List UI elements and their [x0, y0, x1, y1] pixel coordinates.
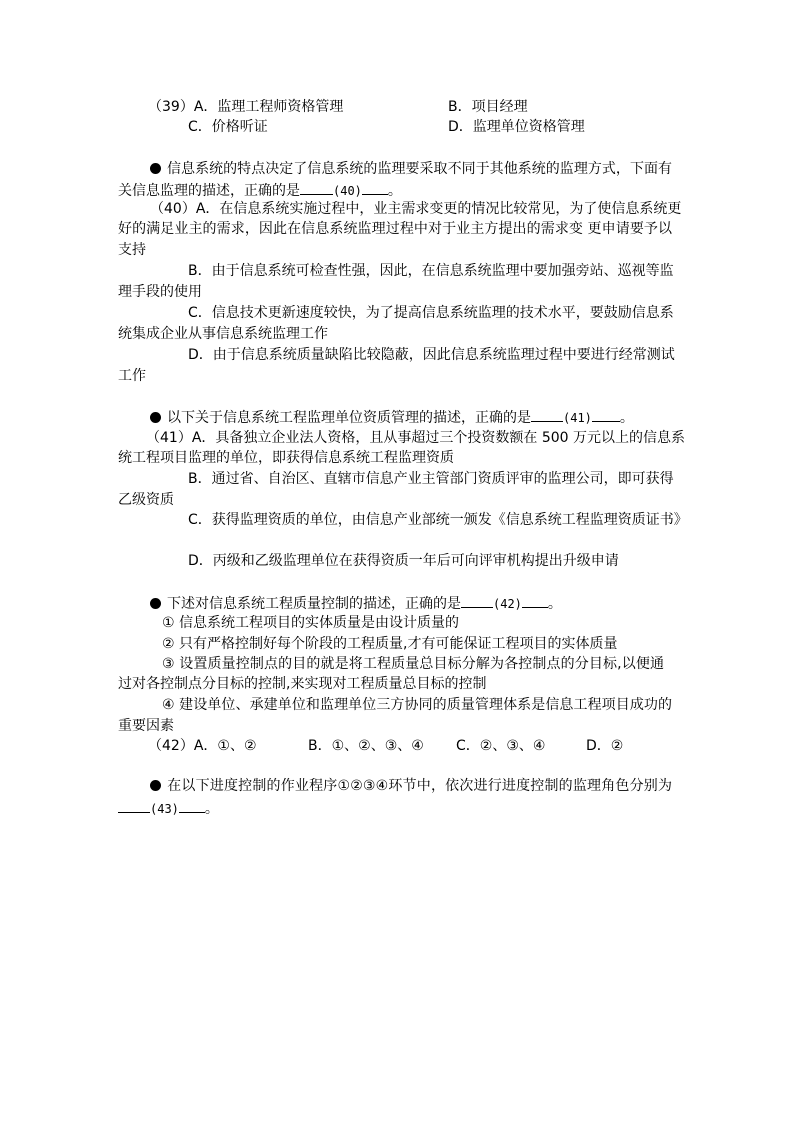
q43-stem-line1: 在以下进度控制的作业程序①②③④环节中，依次进行进度控制的监理角色分别为 [150, 777, 672, 795]
q40-option-a-cont: 支持 [118, 242, 146, 258]
blank-label: (40) [333, 184, 362, 198]
q41-option-b-cont: 乙级资质 [118, 492, 174, 508]
blank-label: (41) [563, 411, 592, 425]
q39-option-a [148, 98, 343, 116]
q39-option-c: C．价格听证 [188, 119, 268, 135]
blank-label: (42) [493, 597, 522, 611]
q41-option-d: D．丙级和乙级监理单位在获得资质一年后可向评审机构提出升级申请 [188, 553, 619, 569]
q42-stem: 下述对信息系统工程质量控制的描述，正确的是 (42) 。 [150, 594, 562, 612]
bullet-icon [150, 598, 161, 609]
q40-stem-line1: 信息系统的特点决定了信息系统的监理要采取不同于其他系统的监理方式，下面有 [150, 160, 672, 178]
answer-blank [300, 181, 333, 195]
q39-option-d: D．监理单位资格管理 [448, 119, 585, 135]
q39-option-b: B．项目经理 [448, 99, 528, 115]
q42-option-b: B．①、②、③、④ [308, 738, 424, 754]
q42-statement-2: ② 只有严格控制好每个阶段的工程质量,才有可能保证工程项目的实体质量 [162, 636, 618, 652]
option-a: A．监理工程师资格管理 [193, 99, 344, 115]
q41-option-c: C．获得监理资质的单位，由信息产业部统一颁发《信息系统工程监理资质证书》 [188, 512, 688, 528]
q42-option-a: （42）A．①、② [148, 738, 257, 754]
answer-blank [592, 408, 620, 422]
q40-option-a: （40）A．在信息系统实施过程中，业主需求变更的情况比较常见，为了使信息系统更 [150, 201, 682, 217]
q42-statement-3-cont: 过对各控制点分目标的控制,来实现对工程质量总目标的控制 [118, 676, 487, 692]
answer-blank [461, 594, 493, 608]
q42-statement-4: ④ 建设单位、承建单位和监理单位三方协同的质量管理体系是信息工程项目成功的 [162, 697, 672, 713]
q40-option-a-cont: 好的满足业主的需求，因此在信息系统监理过程中对于业主方提出的需求变 更申请要予以 [118, 221, 672, 237]
answer-blank [531, 408, 563, 422]
q40-option-c: C．信息技术更新速度较快，为了提高信息系统监理的技术水平，要鼓励信息系 [188, 305, 674, 321]
q40-option-d: D．由于信息系统质量缺陷比较隐蔽，因此信息系统监理过程中要进行经常测试 [188, 347, 675, 363]
answer-blank [522, 594, 548, 608]
q43-stem-line2: (43) 。 [118, 799, 219, 817]
q41-stem: 以下关于信息系统工程监理单位资质管理的描述，正确的是 (41) 。 [150, 408, 634, 426]
q40-option-b: B．由于信息系统可检查性强，因此，在信息系统监理中要加强旁站、巡视等监 [188, 263, 674, 279]
q42-option-c: C．②、③、④ [456, 738, 546, 754]
q41-option-a: （41）A．具备独立企业法人资格，且从事超过三个投资数额在 500 万元以上的信息系 [146, 430, 686, 446]
q42-option-d: D．② [586, 738, 624, 754]
answer-blank [179, 799, 205, 813]
question-number: （39） [148, 99, 194, 115]
blank-label: (43) [150, 802, 179, 816]
q40-option-d-cont: 工作 [118, 368, 146, 384]
answer-blank [118, 799, 150, 813]
q42-statement-4-cont: 重要因素 [118, 718, 174, 734]
q40-option-b-cont: 理手段的使用 [118, 284, 202, 300]
q41-option-b: B．通过省、自治区、直辖市信息产业主管部门资质评审的监理公司，即可获得 [188, 471, 674, 487]
q42-statement-3: ③ 设置质量控制点的目的就是将工程质量总目标分解为各控制点的分目标,以便通 [162, 656, 664, 672]
q40-option-c-cont: 统集成企业从事信息系统监理工作 [118, 326, 328, 342]
q42-statement-1: ① 信息系统工程项目的实体质量是由设计质量的 [162, 615, 459, 631]
q40-stem-line2: 关信息监理的描述，正确的是 (40) 。 [118, 183, 402, 199]
bullet-icon [150, 780, 161, 791]
bullet-icon [150, 163, 161, 174]
bullet-icon [150, 412, 161, 423]
answer-blank [362, 181, 388, 195]
q41-option-a-cont: 统工程项目监理的单位，即获得信息系统工程监理资质 [118, 450, 454, 466]
